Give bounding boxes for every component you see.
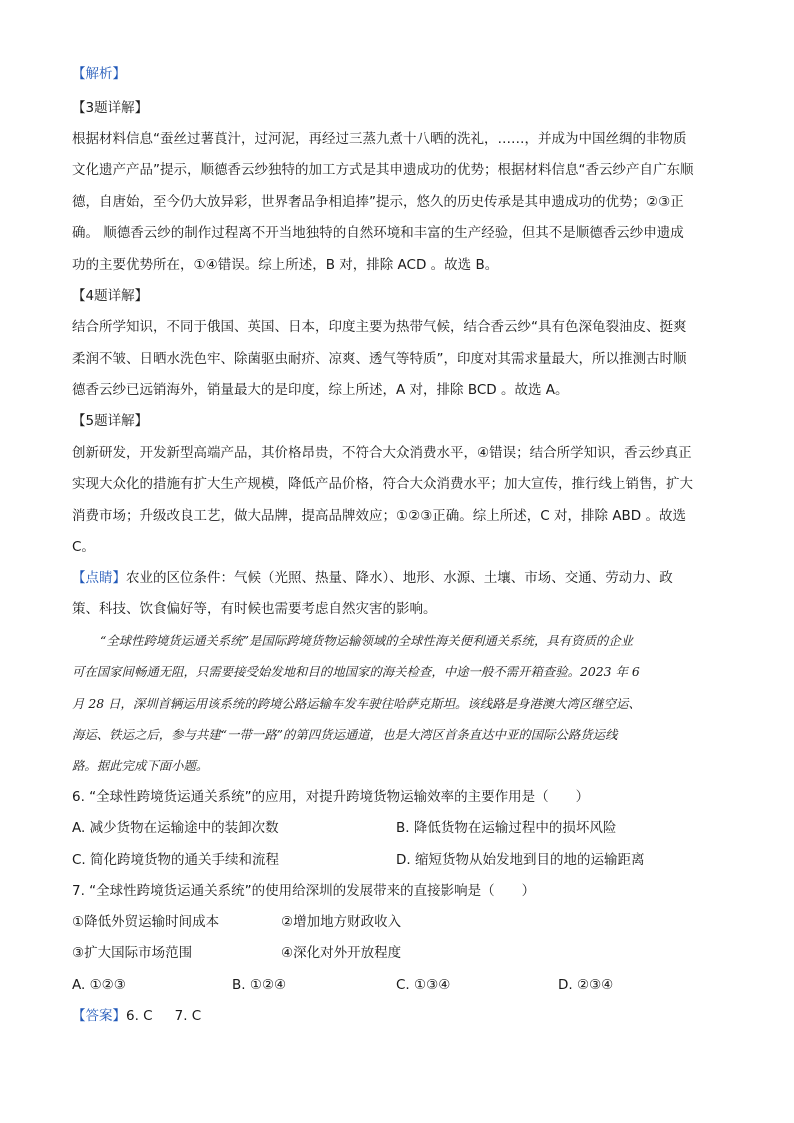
q3-line-1: 根据材料信息“蚕丝过薯莨汁，过河泥，再经过三蒸九煮十八晒的洗礼，……，并成为中国丝绸的非物质 — [72, 131, 687, 147]
q7-option-b: B. ①②④ — [232, 977, 287, 993]
answer-q7: 7. C — [174, 1008, 202, 1024]
q3-line-3: 德，自唐始，至今仍大放异彩，世界奢品争相追捧”提示，悠久的历史传承是其申遗成功的优势；②③正 — [72, 194, 684, 210]
tip-text-1: 农业的区位条件：气候（光照、热量、降水）、地形、水源、土壤、市场、交通、劳动力、政 — [126, 570, 673, 586]
q5-line-2: 实现大众化的措施有扩大生产规模，降低产品价格，符合大众消费水平；加大宣传，推行线上销售，扩大 — [72, 476, 693, 492]
passage-line-5: 路。据此完成下面小题。 — [72, 758, 209, 773]
q6-option-c: C. 简化跨境货物的通关手续和流程 — [72, 852, 280, 868]
passage-line-3: 月 28 日，深圳首辆运用该系统的跨境公路运输车发车驶往哈萨克斯坦。该线路是身港澳大湾区继空运、 — [72, 696, 641, 711]
passage-line-2: 可在国家间畅通无阻，只需要接受始发地和目的地国家的海关检查，中途一般不需开箱查验。2023 年 6 — [72, 664, 640, 679]
q6-stem: 6. “全球性跨境货运通关系统”的应用，对提升跨境货物运输效率的主要作用是（ ） — [72, 789, 590, 805]
q5-line-3: 消费市场；升级改良工艺，做大品牌，提高品牌效应；①②③正确。综上所述，C 对，排除 ABD 。故选 — [72, 508, 686, 524]
q4-header: 【4题详解】 — [72, 288, 149, 304]
tip-label: 【点睛】 — [72, 570, 126, 586]
q4-line-1: 结合所学知识，不同于俄国、英国、日本，印度主要为热带气候，结合香云纱“具有色深龟裂油皮、挺爽 — [72, 319, 687, 335]
q4-line-2: 柔润不皱、日晒水洗色牢、除菌驱虫耐疥、凉爽、透气等特质”，印度对其需求量最大，所以推测古时顺 — [72, 351, 687, 367]
q5-header: 【5题详解】 — [72, 413, 149, 429]
q7-option-a: A. ①②③ — [72, 977, 126, 993]
tip-line-1 — [72, 568, 673, 588]
q7-stem: 7. “全球性跨境货运通关系统”的使用给深圳的发展带来的直接影响是（ ） — [72, 883, 536, 899]
q7-item-2: ②增加地方财政收入 — [281, 914, 402, 930]
q3-line-2: 文化遗产产品”提示，顺德香云纱独特的加工方式是其申遗成功的优势；根据材料信息“香云纱产自广东顺 — [72, 162, 694, 178]
passage-line-1: “全球性跨境货运通关系统”是国际跨境货物运输领域的全球性海关便利通关系统，具有资质的企业 — [100, 633, 634, 648]
answer-line — [72, 1006, 201, 1026]
q3-line-5: 功的主要优势所在，①④错误。综上所述，B 对，排除 ACD 。故选 B。 — [72, 257, 499, 273]
q6-option-b: B. 降低货物在运输过程中的损坏风险 — [396, 820, 617, 836]
q4-line-3: 德香云纱已远销海外，销量最大的是印度，综上所述，A 对，排除 BCD 。故选 A。 — [72, 382, 569, 398]
q6-option-d: D. 缩短货物从始发地到目的地的运输距离 — [396, 852, 645, 868]
q5-line-4: C。 — [72, 539, 95, 555]
q6-option-a: A. 减少货物在运输途中的装卸次数 — [72, 820, 279, 836]
answer-label: 【答案】 — [72, 1008, 126, 1024]
analysis-header: 【解析】 — [72, 66, 126, 82]
q3-header: 【3题详解】 — [72, 100, 149, 116]
q7-item-1: ①降低外贸运输时间成本 — [72, 914, 220, 930]
tip-line-2: 策、科技、饮食偏好等，有时候也需要考虑自然灾害的影响。 — [72, 601, 437, 617]
q5-line-1: 创新研发，开发新型高端产品，其价格昂贵，不符合大众消费水平，④错误；结合所学知识，香云纱真正 — [72, 445, 692, 461]
passage-line-4: 海运、铁运之后，参与共建“一带一路”的第四货运通道，也是大湾区首条直达中亚的国际公路货运线 — [72, 727, 618, 742]
q7-item-3: ③扩大国际市场范围 — [72, 945, 193, 961]
answer-q6: 6. C — [126, 1008, 153, 1024]
q3-line-4: 确。 顺德香云纱的制作过程离不开当地独特的自然环境和丰富的生产经验，但其不是顺德香云纱申遗成 — [72, 225, 684, 241]
q7-item-4: ④深化对外开放程度 — [281, 945, 402, 961]
q7-option-d: D. ②③④ — [558, 977, 614, 993]
q7-option-c: C. ①③④ — [396, 977, 451, 993]
